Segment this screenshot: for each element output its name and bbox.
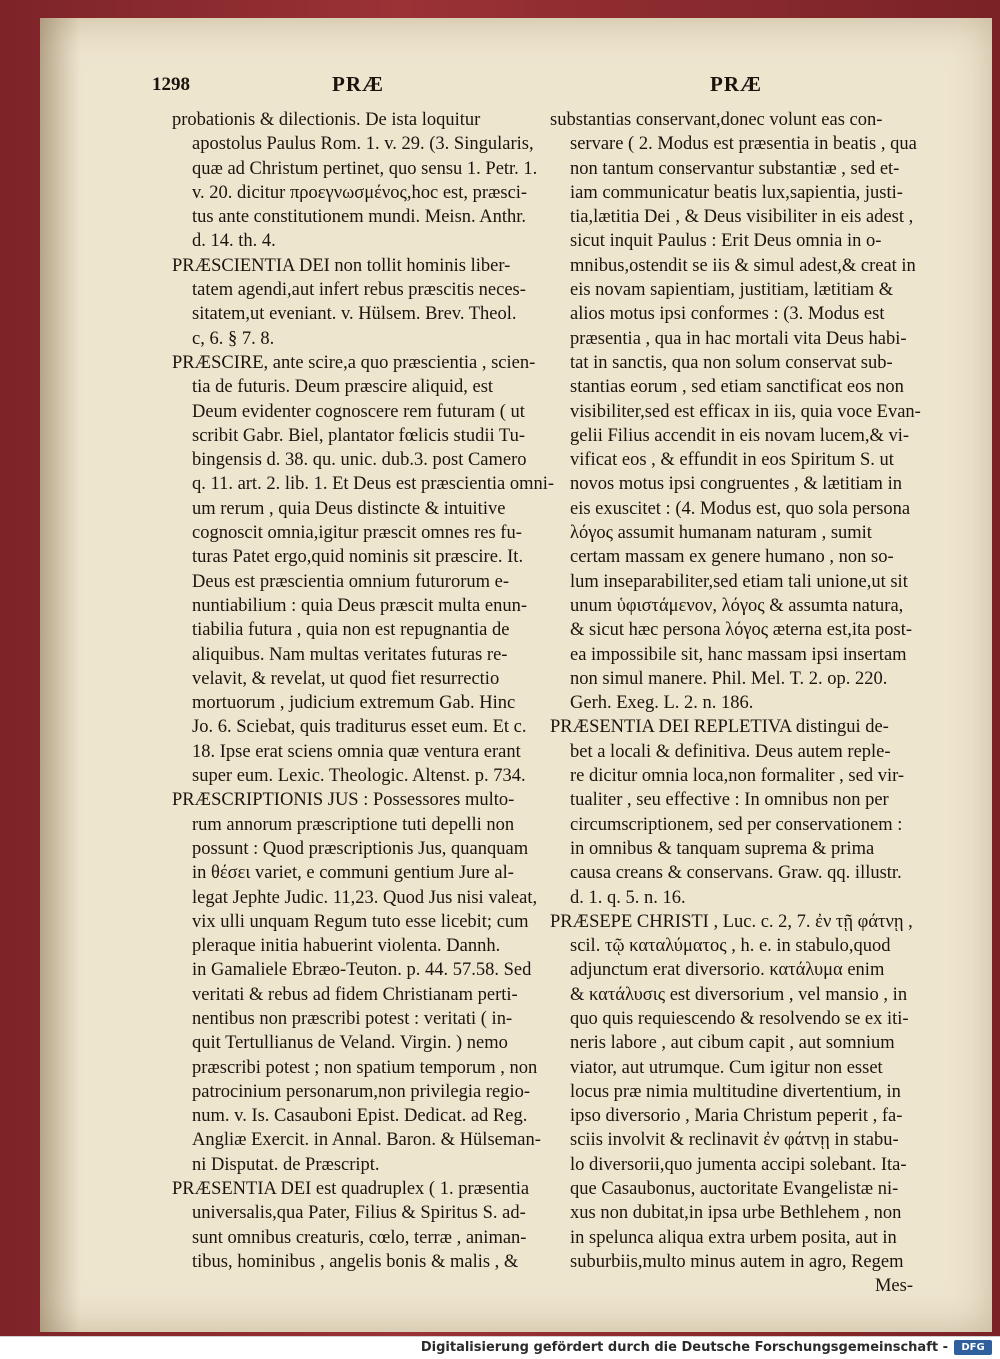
text-line: mnibus,ostendit se iis & simul adest,& creat in <box>570 255 916 276</box>
text-line: iam communicatur beatis lux,sapientia, justi- <box>570 182 903 203</box>
text-line: λόγος assumit humanam naturam , sumit <box>570 523 872 544</box>
text-line: Jo. 6. Sciebat, quis traditurus esset eum. Et c. <box>192 717 527 738</box>
text-line: viator, aut utrumque. Cum igitur non esset <box>570 1057 883 1078</box>
text-line: PRÆSCIRE, ante scire,a quo præscientia , scien- <box>172 352 536 373</box>
text-line: Gerh. Exeg. L. 2. n. 186. <box>570 693 754 714</box>
text-line: non tantum conservantur substantiæ , sed et- <box>570 158 900 179</box>
text-line: locus præ nimia multitudine divertentium, in <box>570 1081 901 1102</box>
text-line: re dicitur omnia loca,non formaliter , sed vir- <box>570 766 905 787</box>
text-line: num. v. Is. Casauboni Epist. Dedicat. ad Reg. <box>192 1106 528 1127</box>
text-line: suburbiis,multo minus autem in agro, Regem <box>570 1251 904 1272</box>
text-line: c, 6. § 7. 8. <box>192 328 275 349</box>
text-line: & sicut hæc persona λόγος æterna est,ita post- <box>570 620 912 641</box>
text-line: circumscriptionem, sed per conservationem : <box>570 814 903 835</box>
text-line: quit Tertullianus de Veland. Virgin. ) nemo <box>192 1033 508 1054</box>
text-line: in Gamaliele Ebræo-Teuton. p. 44. 57.58. Sed <box>192 960 532 981</box>
text-line: non simul manere. Phil. Mel. T. 2. op. 220. <box>570 668 888 689</box>
text-line: præsentia , qua in hac mortali vita Deus habi- <box>570 328 907 349</box>
text-line: rum annorum præscriptione tuti depelli non <box>192 814 515 835</box>
text-line: mortuorum , judicium extremum Gab. Hinc <box>192 693 516 714</box>
text-line: vix ulli unquam Regum tuto esse licebit; cum <box>192 911 529 932</box>
text-line: PRÆSENTIA DEI est quadruplex ( 1. præsentia <box>172 1179 530 1200</box>
text-line: in θέσει variet, e communi gentium Jure al- <box>192 863 514 884</box>
text-line: sciis involvit & reclinavit ἐν φάτνῃ in stabu- <box>570 1130 899 1151</box>
text-line: um rerum , quia Deus distincte & intuitive <box>192 498 506 519</box>
text-line: alios motus ipsi conformes : (3. Modus est <box>570 304 885 325</box>
text-line: PRÆSCRIPTIONIS JUS : Possessores multo- <box>172 790 515 811</box>
text-line: sitatem,ut eveniant. v. Hülsem. Brev. Theol. <box>192 304 517 325</box>
text-line: certam massam ex genere humano , non so- <box>570 547 894 568</box>
page-header <box>40 64 992 94</box>
text-line: scil. τῷ καταλύματος , h. e. in stabulo,quod <box>570 936 891 957</box>
text-line: causa creans & conservans. Graw. qq. illustr. <box>570 863 902 884</box>
book-page <box>40 18 992 1332</box>
text-line: substantias conservant,donec volunt eas con- <box>550 110 883 130</box>
text-line: tualiter , seu effective : In omnibus non per <box>570 790 889 811</box>
text-line: Mes- <box>874 1276 913 1297</box>
text-line: que Casaubonus, auctoritate Evangelistæ ni- <box>570 1179 899 1200</box>
text-line: quæ ad Christum pertinet, quo sensu 1. Petr. 1. <box>192 158 538 179</box>
text-line: in spelunca aliqua extra urbem posita, aut in <box>570 1227 897 1248</box>
funding-note: Digitalisierung gefördert durch die Deutsche Forschungsgemeinschaft - <box>420 1340 948 1355</box>
text-line: universalis,qua Pater, Filius & Spiritus S. ad- <box>192 1203 526 1224</box>
text-line: in omnibus & tanquam suprema & prima <box>570 838 875 859</box>
dfg-logo: DFG <box>954 1340 992 1355</box>
text-line: ea impossibile sit, hanc massam ipsi insertam <box>570 644 907 665</box>
text-line: stantias eorum , sed etiam sanctificat eos non <box>570 377 904 398</box>
text-line: 18. Ipse erat sciens omnia quæ ventura erant <box>192 741 521 762</box>
text-line: scribit Gabr. Biel, plantator fœlicis studii Tu- <box>192 425 525 446</box>
footer-bar <box>0 1336 1000 1359</box>
text-line: tat in sanctis, qua non solum conservat sub- <box>570 352 893 373</box>
text-line: lum inseparabiliter,sed etiam tali unione,ut sit <box>570 571 908 592</box>
text-line: visibiliter,sed est efficax in iis, quia voce Evan- <box>570 401 921 422</box>
text-line: probationis & dilectionis. De ista loquitur <box>172 110 481 130</box>
text-line: gelii Filius accendit in eis novam lucem,& vi- <box>570 425 910 446</box>
text-line: bet a locali & definitiva. Deus autem reple- <box>570 741 891 762</box>
text-line: vificat eos , & effundit in eos Spiritum S. ut <box>570 450 894 471</box>
text-line: servare ( 2. Modus est præsentia in beatis , qua <box>570 134 917 155</box>
text-line: adjunctum erat diversorio. κατάλυμα enim <box>570 960 885 981</box>
text-line: tatem agendi,aut infert rebus præscitis neces- <box>192 280 526 301</box>
text-line: legat Jephte Judic. 11,23. Quod Jus nisi valeat, <box>192 887 538 908</box>
text-line: aliquibus. Nam multas veritates futuras re- <box>192 644 508 665</box>
text-line: bingensis d. 38. qu. unic. dub.3. post Camero <box>192 450 527 471</box>
text-line: eis exuscitet : (4. Modus est, quo sola persona <box>570 498 911 519</box>
running-head-left: PRÆ <box>332 72 384 96</box>
text-line: unum ὑφιστάμενον, λόγος & assumta natura, <box>570 595 904 616</box>
text-line: novos motus ipsi congruentes , & lætitiam in <box>570 474 902 495</box>
text-line: lo diversorii,quo jumenta accipi solebant. Ita- <box>570 1154 907 1175</box>
text-line: xus non dubitat,in ipsa urbe Bethlehem , non <box>570 1203 902 1224</box>
text-line: d. 14. th. 4. <box>192 231 276 252</box>
text-line: q. 11. art. 2. lib. 1. Et Deus est præscientia omni- <box>192 474 555 495</box>
text-line: possunt : Quod præscriptionis Jus, quanquam <box>192 838 529 859</box>
text-line: tibus, hominibus , angelis bonis & malis , & <box>192 1251 519 1272</box>
text-line: turas Patet ergo,quid nominis sit præscire. It. <box>192 547 524 568</box>
text-line: PRÆSCIENTIA DEI non tollit hominis liber- <box>172 255 511 276</box>
left-text-column <box>172 108 555 1274</box>
text-line: velavit, & revelat, ut quod fiet resurrectio <box>192 668 500 689</box>
right-text-column <box>550 108 925 1299</box>
text-line: tus ante constitutionem mundi. Meisn. Anthr. <box>192 207 527 228</box>
text-line: quo quis requiescendo & resolvendo se ex iti- <box>570 1008 909 1029</box>
text-line: PRÆSEPE CHRISTI , Luc. c. 2, 7. ἐν τῇ φάτνῃ , <box>550 911 913 932</box>
text-line: v. 20. dicitur προεγνωσμένος,hoc est, præsci- <box>192 182 528 203</box>
text-line: tia,lætitia Dei , & Deus visibiliter in eis adest , <box>570 207 914 228</box>
text-line: PRÆSENTIA DEI REPLETIVA distingui de- <box>550 717 889 738</box>
text-line: patrocinium personarum,non privilegia regio- <box>192 1081 531 1102</box>
text-line: cognoscit omnia,igitur præscit omnes res fu- <box>192 523 522 544</box>
text-line: & κατάλυσις est diversorium , vel mansio , in <box>570 984 908 1005</box>
text-line: Deus est præscientia omnium futurorum e- <box>192 571 510 592</box>
text-line: sunt omnibus creaturis, cœlo, terræ , animan- <box>192 1227 527 1248</box>
text-line: nentibus non præscribi potest : veritati ( in- <box>192 1008 513 1029</box>
text-line: præscribi potest ; non spatium temporum , non <box>192 1057 538 1078</box>
text-line: Angliæ Exercit. in Annal. Baron. & Hülseman- <box>192 1130 541 1151</box>
text-line: ipso diversorio , Maria Christum peperit , fa- <box>570 1106 903 1127</box>
text-line: Deum evidenter cognoscere rem futuram ( ut <box>192 401 525 422</box>
text-line: veritati & rebus ad fidem Christianam perti- <box>192 984 518 1005</box>
text-line: tia de futuris. Deum præscire aliquid, est <box>192 377 494 398</box>
text-line: sicut inquit Paulus : Erit Deus omnia in o- <box>570 231 882 252</box>
page-number: 1298 <box>152 74 190 95</box>
text-line: ni Disputat. de Præscript. <box>192 1154 380 1175</box>
text-line: neris labore , aut cibum capit , aut somnium <box>570 1033 895 1054</box>
text-line: eis novam sapientiam, justitiam, lætitiam & <box>570 280 894 301</box>
text-line: nuntiabilium : quia Deus præscit multa enun- <box>192 595 528 616</box>
running-head-right: PRÆ <box>710 72 762 96</box>
text-line: tiabilia futura , quia non est repugnantia de <box>192 620 510 641</box>
text-line: super eum. Lexic. Theologic. Altenst. p. 734. <box>192 766 526 787</box>
text-line: d. 1. q. 5. n. 16. <box>570 887 686 908</box>
text-line: pleraque initia habuerint violenta. Dannh. <box>192 936 501 957</box>
text-line: apostolus Paulus Rom. 1. v. 29. (3. Singularis, <box>192 134 534 155</box>
